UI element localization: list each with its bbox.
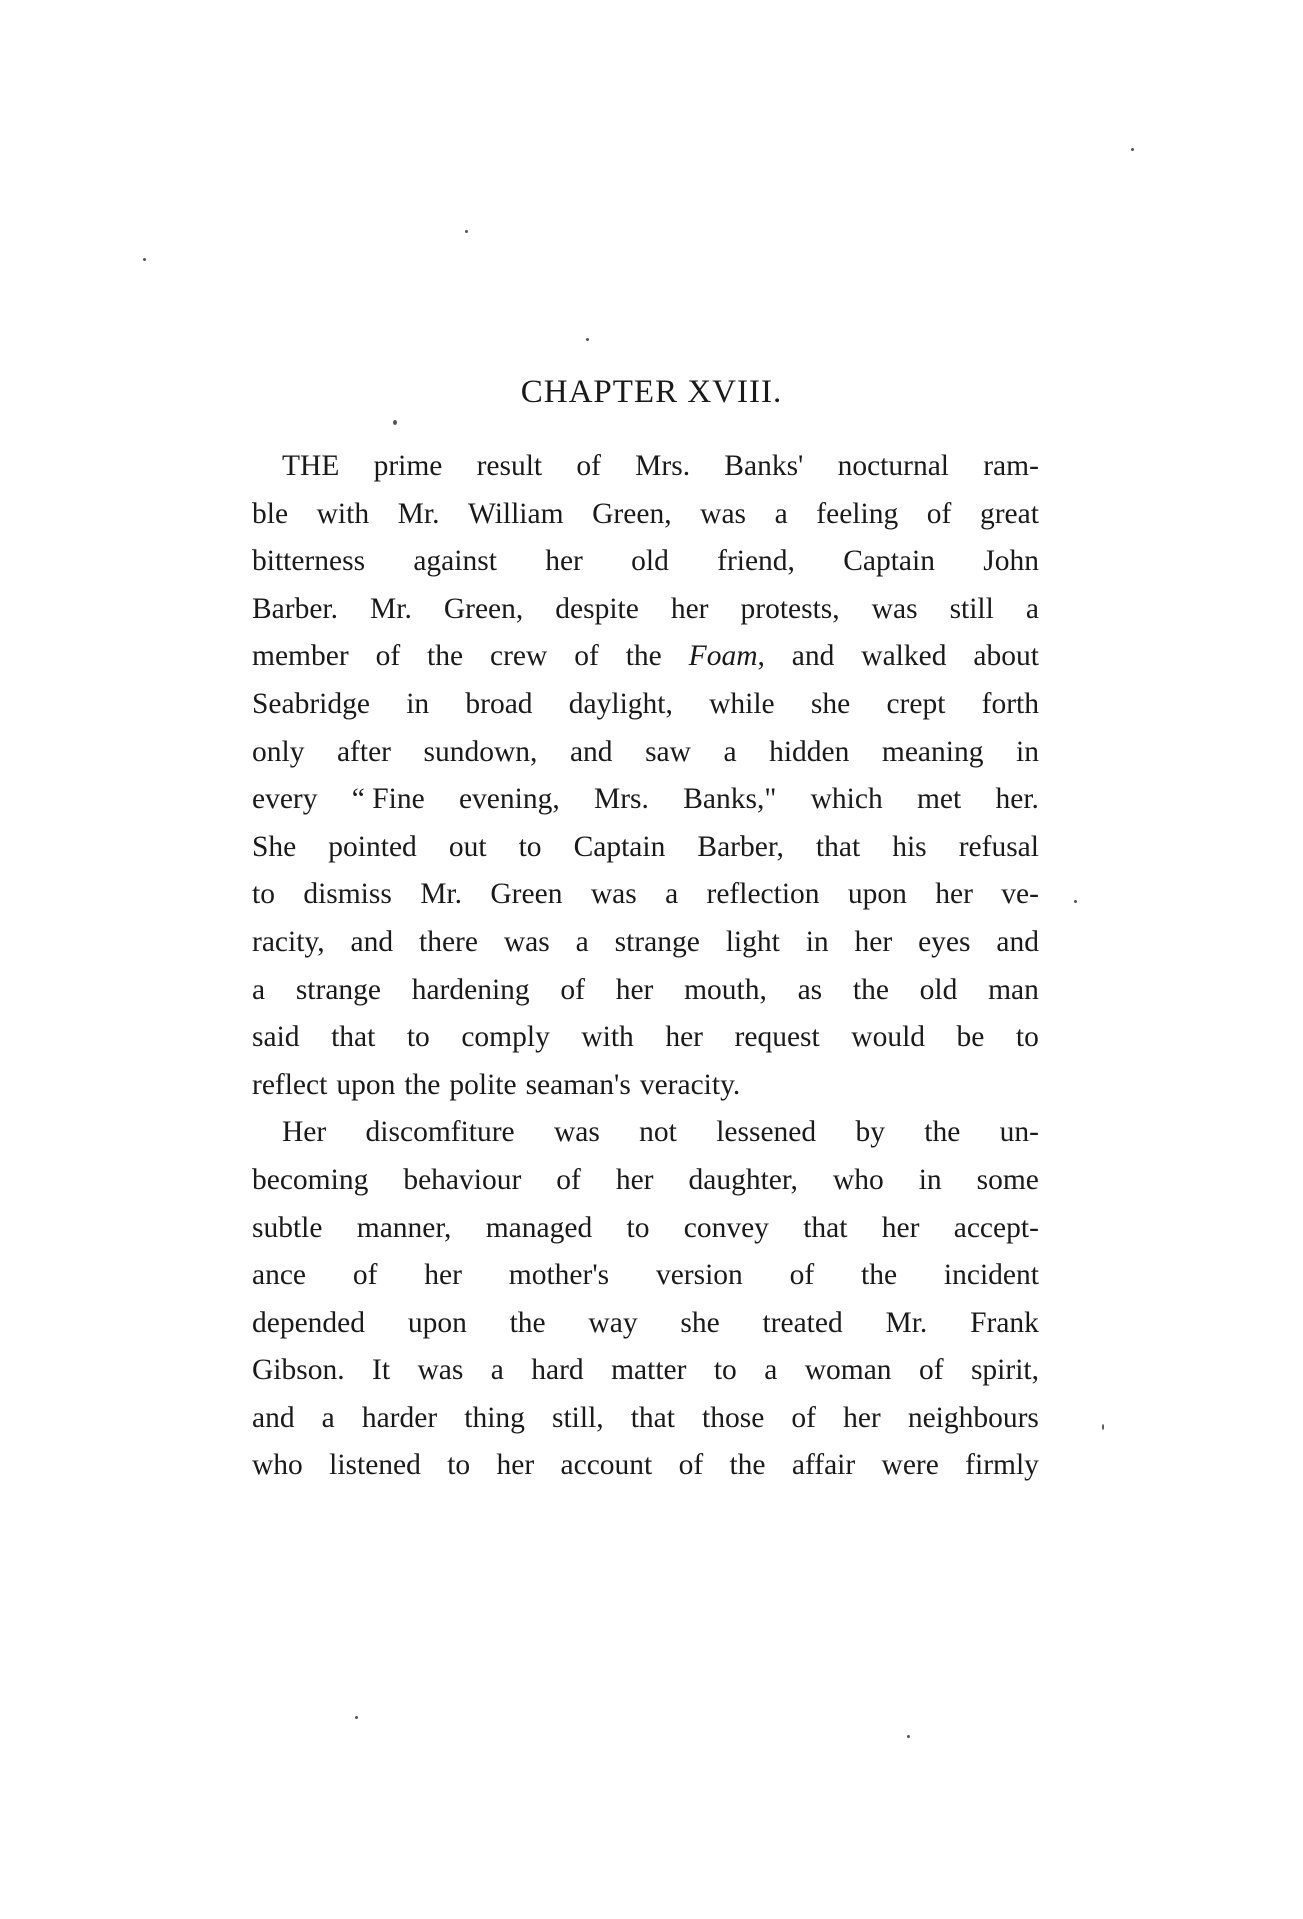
word: who xyxy=(252,1449,303,1482)
text-line xyxy=(252,491,1039,539)
word: was xyxy=(700,497,747,530)
word: the xyxy=(861,1259,898,1292)
word: spirit, xyxy=(970,1354,1039,1387)
word: the xyxy=(427,640,464,673)
word: light xyxy=(725,925,780,958)
word: strange xyxy=(614,925,700,958)
word: of xyxy=(926,497,952,530)
word: evening, xyxy=(458,783,560,816)
word: those xyxy=(702,1401,765,1434)
word: a xyxy=(1025,592,1039,625)
word: of xyxy=(556,1163,581,1196)
word: Mr. xyxy=(370,592,412,625)
word: after xyxy=(336,735,391,768)
word: be xyxy=(956,1021,985,1054)
word: every xyxy=(252,783,318,816)
text-line xyxy=(252,538,1039,586)
word: the xyxy=(852,973,889,1006)
word: in xyxy=(918,1163,942,1196)
word: manner, xyxy=(356,1211,452,1244)
word: to xyxy=(518,830,542,863)
word: her xyxy=(496,1449,535,1482)
text-line xyxy=(252,1062,1039,1110)
word: convey xyxy=(683,1211,769,1244)
word: nocturnal xyxy=(837,450,949,482)
word: with xyxy=(316,497,370,530)
word: a xyxy=(575,925,589,958)
word: which xyxy=(810,783,883,816)
word: version xyxy=(655,1259,743,1292)
word: eyes xyxy=(918,925,971,958)
word: in xyxy=(1016,735,1039,768)
word: the xyxy=(404,1068,441,1101)
word: veracity. xyxy=(639,1068,741,1101)
word: of xyxy=(352,1259,378,1292)
word: Banks," xyxy=(683,783,777,816)
word: ble xyxy=(252,497,289,530)
text-line xyxy=(252,1300,1039,1348)
text-line xyxy=(252,776,1039,824)
word: becoming xyxy=(252,1163,369,1196)
text-line xyxy=(252,824,1039,872)
word: her xyxy=(881,1211,920,1244)
scan-speck xyxy=(1074,900,1077,903)
word: old xyxy=(631,545,669,578)
word: as xyxy=(797,973,823,1006)
word: against xyxy=(413,545,497,578)
word: dismiss xyxy=(303,878,392,911)
word: racity, xyxy=(252,925,325,958)
word: not xyxy=(639,1116,677,1149)
word: her xyxy=(615,1163,654,1196)
word: Green xyxy=(490,878,563,911)
word: saw xyxy=(645,735,691,768)
word: a xyxy=(490,1354,504,1387)
word: She xyxy=(252,830,297,863)
word: friend, xyxy=(717,545,795,578)
text-line xyxy=(252,729,1039,777)
word: to xyxy=(713,1354,737,1387)
word: of xyxy=(576,450,601,482)
word: subtle xyxy=(252,1211,323,1244)
word: were xyxy=(881,1449,939,1482)
text-line xyxy=(252,1014,1039,1062)
word: only xyxy=(252,735,305,768)
word: that xyxy=(815,830,861,863)
scan-speck xyxy=(1102,1424,1104,1430)
word: said xyxy=(252,1021,300,1054)
word: affair xyxy=(791,1449,856,1482)
text-line xyxy=(252,919,1039,967)
word: strange xyxy=(295,973,381,1006)
paragraph xyxy=(252,443,1039,1109)
word: sundown, xyxy=(423,735,538,768)
word: man xyxy=(988,973,1039,1006)
text-line xyxy=(252,871,1039,919)
word: a xyxy=(321,1401,335,1434)
word: thing xyxy=(464,1401,525,1434)
word: Captain xyxy=(843,545,935,578)
word: a xyxy=(774,497,788,530)
text-line xyxy=(252,681,1039,729)
word: firmly xyxy=(965,1449,1039,1482)
word: that xyxy=(803,1211,848,1244)
word: way xyxy=(588,1306,638,1339)
word: still, xyxy=(552,1401,604,1434)
word: was xyxy=(553,1116,600,1149)
word: feeling xyxy=(816,497,899,530)
word: who xyxy=(832,1163,884,1196)
word: mother's xyxy=(508,1259,610,1292)
word: crept xyxy=(886,687,946,720)
word: to xyxy=(406,1021,430,1054)
word: behaviour xyxy=(403,1163,522,1196)
word: was xyxy=(503,925,550,958)
word: Mr. xyxy=(420,878,463,911)
word: prime xyxy=(373,450,443,482)
word: Foam, xyxy=(688,640,765,673)
word: her xyxy=(843,1401,881,1434)
word: walked xyxy=(861,640,947,673)
word: was xyxy=(590,878,637,911)
word: hardening xyxy=(411,973,530,1006)
word: Mr. xyxy=(397,497,440,530)
word: ram- xyxy=(983,450,1039,482)
body-text xyxy=(252,443,1039,1490)
word: of xyxy=(560,973,585,1006)
word: and xyxy=(350,925,394,958)
scan-speck xyxy=(1131,148,1134,151)
word: John xyxy=(983,545,1039,578)
word: broad xyxy=(465,687,533,720)
word: reflect xyxy=(252,1068,328,1101)
word: request xyxy=(734,1021,820,1054)
scan-speck xyxy=(907,1735,910,1738)
word: upon xyxy=(407,1306,467,1339)
word: meaning xyxy=(881,735,984,768)
word: lessened xyxy=(716,1116,817,1149)
word: she xyxy=(810,687,851,720)
word: Mrs. xyxy=(635,450,691,482)
word: of xyxy=(789,1259,815,1292)
word: neighbours xyxy=(907,1401,1039,1434)
word: Her xyxy=(282,1116,327,1149)
word: a xyxy=(764,1354,778,1387)
text-line xyxy=(252,1395,1039,1443)
word: of xyxy=(918,1354,944,1387)
word: Barber. xyxy=(252,592,339,625)
word: her xyxy=(670,592,709,625)
word: a xyxy=(252,973,266,1006)
word: and xyxy=(569,735,613,768)
word: daughter, xyxy=(688,1163,798,1196)
text-line xyxy=(252,967,1039,1015)
text-line xyxy=(252,1205,1039,1253)
word: despite xyxy=(555,592,639,625)
word: would xyxy=(851,1021,926,1054)
word: hard xyxy=(531,1354,584,1387)
scan-speck xyxy=(143,258,146,261)
text-line xyxy=(252,633,1039,681)
word: some xyxy=(976,1163,1039,1196)
word: in xyxy=(805,925,829,958)
word: of xyxy=(574,640,599,673)
text-line xyxy=(252,443,1039,491)
word: refusal xyxy=(958,830,1039,863)
word: THE xyxy=(282,450,340,482)
text-line xyxy=(252,1109,1039,1157)
word: a xyxy=(723,735,737,768)
word: his xyxy=(892,830,927,863)
word: mouth, xyxy=(684,973,767,1006)
word: woman xyxy=(804,1354,892,1387)
word: out xyxy=(448,830,487,863)
word: upon xyxy=(847,878,907,911)
word: reflection xyxy=(706,878,820,911)
word: of xyxy=(375,640,401,673)
word: Green, xyxy=(592,497,672,530)
word: Gibson. xyxy=(252,1354,345,1387)
text-line xyxy=(252,1442,1039,1490)
word: accept- xyxy=(953,1211,1039,1244)
word: Mrs. xyxy=(594,783,649,816)
word: by xyxy=(855,1116,885,1149)
word: and xyxy=(252,1401,295,1434)
word: Mr. xyxy=(885,1306,928,1339)
word: It xyxy=(372,1354,391,1387)
scan-speck xyxy=(355,1716,358,1719)
word: discomfiture xyxy=(365,1116,515,1149)
word: old xyxy=(919,973,958,1006)
word: the xyxy=(509,1306,546,1339)
word: to xyxy=(447,1449,471,1482)
word: ance xyxy=(252,1259,307,1292)
word: her xyxy=(665,1021,704,1054)
word: in xyxy=(406,687,430,720)
word: matter xyxy=(611,1354,687,1387)
word: bitterness xyxy=(252,545,366,578)
word: ve- xyxy=(1001,878,1039,911)
word: her xyxy=(854,925,893,958)
word: Seabridge xyxy=(252,687,370,720)
text-line xyxy=(252,1157,1039,1205)
word: comply xyxy=(461,1021,550,1054)
word: polite xyxy=(449,1068,517,1101)
word: protests, xyxy=(740,592,840,625)
word: her xyxy=(545,545,583,578)
word: account xyxy=(560,1449,653,1482)
word: that xyxy=(630,1401,675,1434)
word: listened xyxy=(329,1449,421,1482)
word: Green, xyxy=(443,592,524,625)
word: her xyxy=(424,1259,462,1292)
word: upon xyxy=(336,1068,396,1101)
word: treated xyxy=(762,1306,843,1339)
word: crew xyxy=(490,640,548,673)
word: that xyxy=(331,1021,376,1054)
word: managed xyxy=(485,1211,593,1244)
text-line xyxy=(252,586,1039,634)
word: daylight, xyxy=(568,687,673,720)
word: great xyxy=(979,497,1039,530)
word: Captain xyxy=(573,830,666,863)
word: the xyxy=(625,640,662,673)
scan-speck xyxy=(393,420,397,425)
word: met xyxy=(916,783,962,816)
word: Banks' xyxy=(724,450,804,482)
scan-speck xyxy=(586,338,589,341)
word: still xyxy=(949,592,994,625)
word: Barber, xyxy=(697,830,784,863)
word: harder xyxy=(361,1401,438,1434)
word: result xyxy=(476,450,543,482)
text-line xyxy=(252,1347,1039,1395)
word: and xyxy=(791,640,835,673)
word: “ Fine xyxy=(351,783,425,816)
word: the xyxy=(924,1116,961,1149)
word: forth xyxy=(981,687,1039,720)
word: with xyxy=(581,1021,634,1054)
word: of xyxy=(678,1449,704,1482)
word: to xyxy=(626,1211,650,1244)
word: her. xyxy=(995,783,1039,816)
word: there xyxy=(419,925,478,958)
word: hidden xyxy=(769,735,850,768)
chapter-heading: CHAPTER XVIII. xyxy=(520,374,783,410)
word: and xyxy=(996,925,1039,958)
word: was xyxy=(871,592,918,625)
word: seaman's xyxy=(525,1068,631,1101)
word: William xyxy=(468,497,564,530)
word: to xyxy=(252,878,275,911)
paragraph xyxy=(252,1109,1039,1490)
word: to xyxy=(1015,1021,1039,1054)
word: depended xyxy=(252,1306,366,1339)
word: her xyxy=(935,878,973,911)
word: she xyxy=(680,1306,720,1339)
word: the xyxy=(729,1449,766,1482)
word: her xyxy=(615,973,654,1006)
word: member xyxy=(252,640,349,673)
word: a xyxy=(665,878,679,911)
word: about xyxy=(973,640,1039,673)
text-line xyxy=(252,1252,1039,1300)
word: pointed xyxy=(328,830,417,863)
word: incident xyxy=(943,1259,1039,1292)
word: of xyxy=(791,1401,816,1434)
word: while xyxy=(709,687,775,720)
word: was xyxy=(417,1354,464,1387)
word: Frank xyxy=(970,1306,1039,1339)
scan-speck xyxy=(465,230,468,233)
word: un- xyxy=(999,1116,1039,1149)
